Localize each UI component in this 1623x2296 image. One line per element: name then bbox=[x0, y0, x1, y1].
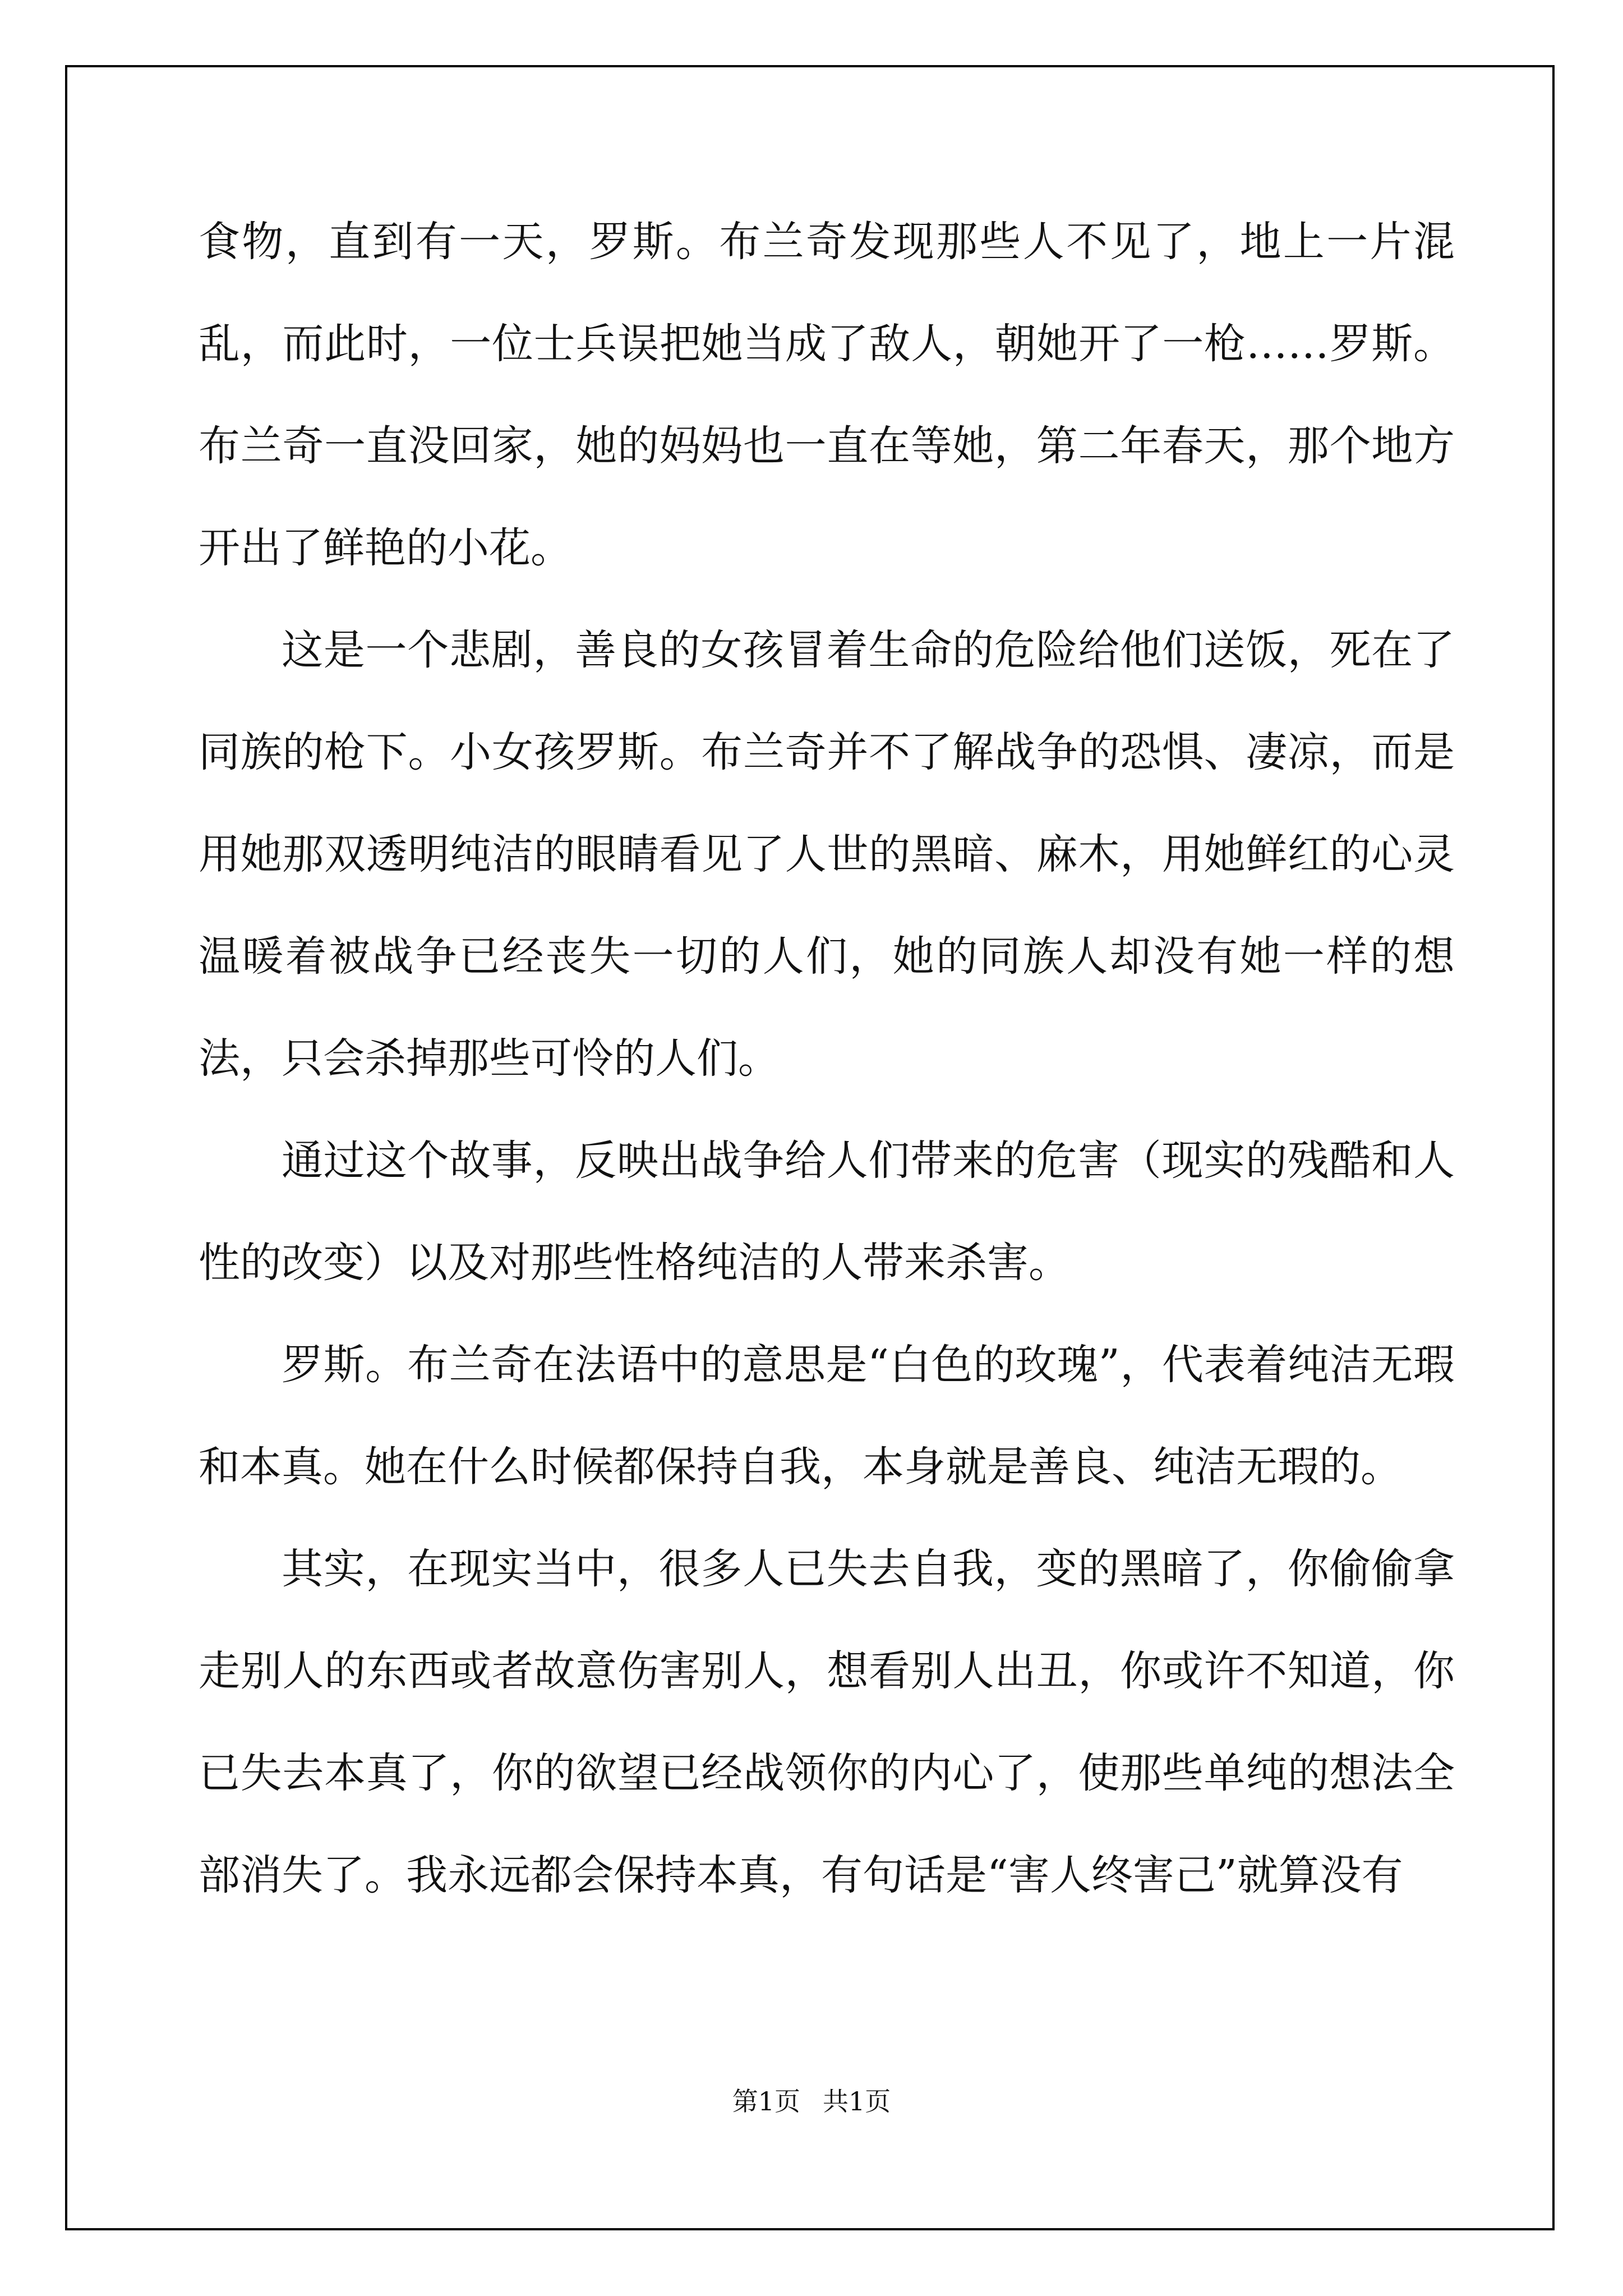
paragraph-4: 罗斯。布兰奇在法语中的意思是“白色的玫瑰”，代表着纯洁无瑕和本真。她在什么时候都保持自我，本身就是善良、纯洁无瑕的。 bbox=[199, 1341, 1455, 1491]
paragraph-5: 其实，在现实当中，很多人已失去自我，变的黑暗了，你偷偷拿走别人的东西或者故意伤害别人，想看别人出丑，你或许不知道，你已失去本真了，你的欲望已经战领你的内心了，使那些单纯的想法全部消失了。我永远都会保持本真，有句话是“害人终害己”就算没有 bbox=[199, 1545, 1455, 1899]
page-footer bbox=[0, 2085, 1623, 2118]
page-number-current: 第1页 bbox=[732, 2086, 800, 2116]
paragraph-2: 这是一个悲剧，善良的女孩冒着生命的危险给他们送饭，死在了同族的枪下。小女孩罗斯。布兰奇并不了解战争的恐惧、凄凉，而是用她那双透明纯洁的眼睛看见了人世的黑暗、麻木，用她鲜红的心灵温暖着被战争已经丧失一切的人们，她的同族人却没有她一样的想法，只会杀掉那些可怜的人们。 bbox=[199, 626, 1455, 1083]
document-body bbox=[199, 191, 1455, 1926]
paragraph-1: 食物，直到有一天，罗斯。布兰奇发现那些人不见了，地上一片混乱，而此时，一位士兵误把她当成了敌人，朝她开了一枪……罗斯。布兰奇一直没回家，她的妈妈也一直在等她，第二年春天，那个地方开出了鲜艳的小花。 bbox=[199, 218, 1455, 572]
page-number-total: 共1页 bbox=[823, 2086, 891, 2116]
paragraph-3: 通过这个故事，反映出战争给人们带来的危害（现实的残酷和人性的改变）以及对那些性格纯洁的人带来杀害。 bbox=[199, 1137, 1455, 1287]
